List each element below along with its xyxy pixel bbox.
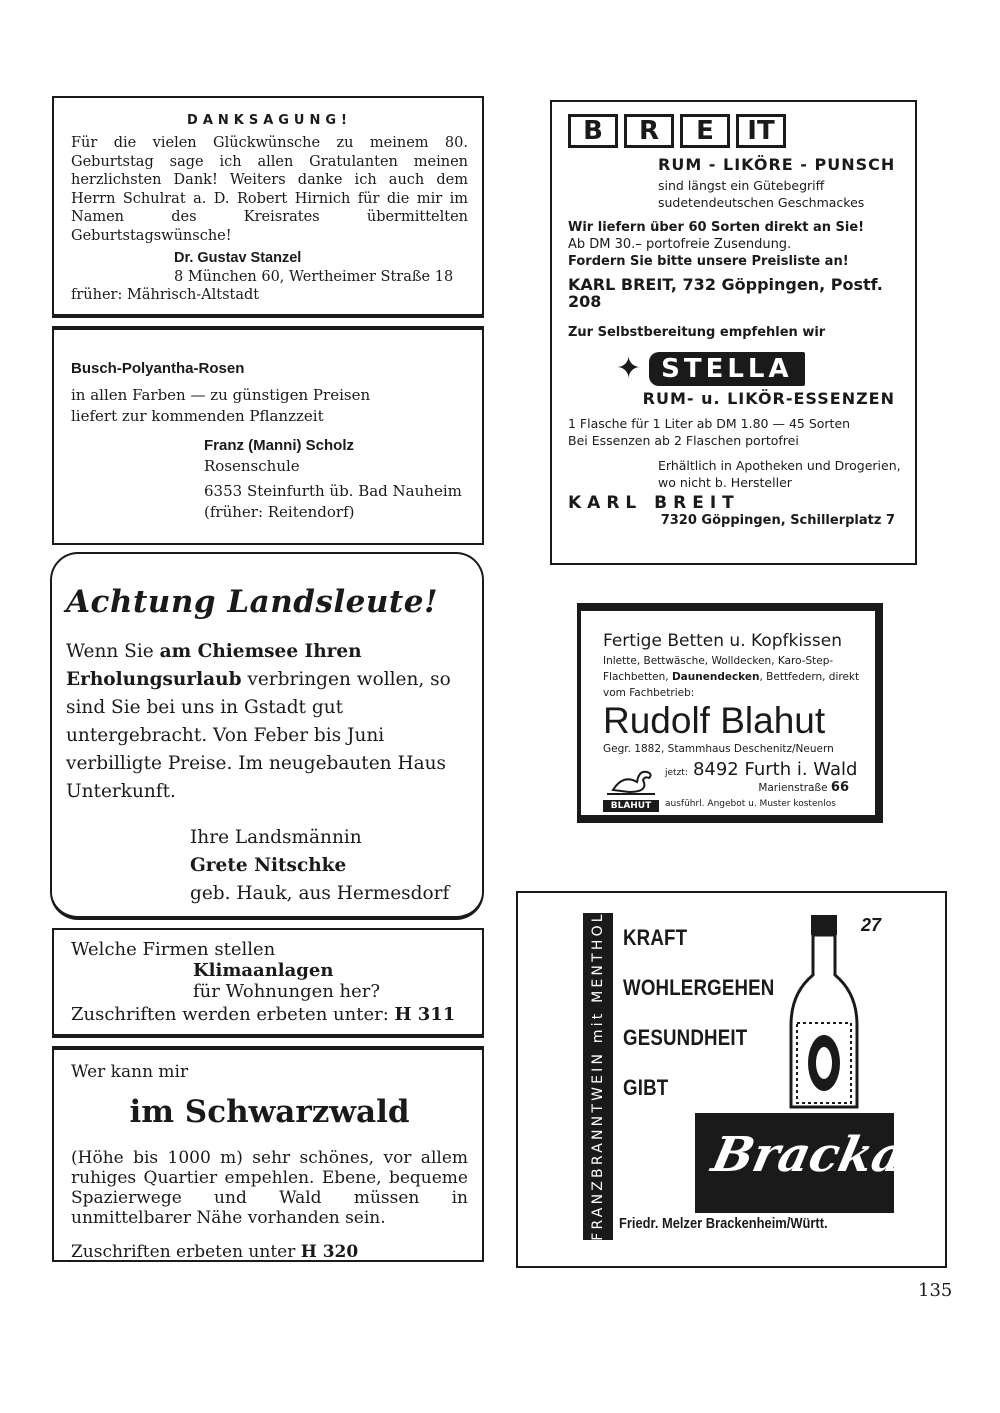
ad-signature-line: Ihre Landsmännin xyxy=(190,827,362,848)
ad-address: 6353 Steinfurth üb. Bad Nauheim xyxy=(204,482,462,500)
ad-availability: Erhältlich in Apotheken und Drogerien, wo nicht b. Hersteller xyxy=(658,458,901,490)
bottle-icon xyxy=(787,913,861,1111)
ad-heading: DANKSAGUNG! xyxy=(187,113,352,128)
stella-wordmark: STELLA xyxy=(649,352,804,386)
brand-logo: Brackal xyxy=(707,1127,928,1183)
blahut-logo-row xyxy=(603,759,865,812)
stella-logo xyxy=(616,351,901,386)
ad-street-no: 66 xyxy=(830,780,849,795)
ad-body-bold: am Chiemsee Ihren Erholungsurlaub xyxy=(66,641,362,690)
ad-recommend: Zur Selbstbereitung empfehlen wir xyxy=(568,325,826,340)
ad-heading: Klimaanlagen xyxy=(193,960,334,981)
logo-letter: IT xyxy=(736,114,786,148)
ad-line: Wer kann mir xyxy=(71,1062,189,1082)
breit-logo xyxy=(568,114,901,148)
ad-street: Marienstraße xyxy=(758,782,831,794)
ad-former: (früher: Reitendorf) xyxy=(204,503,355,521)
ad-sample: ausführl. Angebot u. Muster kostenlos xyxy=(665,799,836,809)
ad-code: H 320 xyxy=(300,1242,359,1262)
ad-heading: Busch-Polyantha-Rosen xyxy=(71,360,245,377)
ad-klimaanlagen xyxy=(52,928,484,1038)
ad-essences: RUM- u. LIKÖR-ESSENZEN xyxy=(642,389,895,408)
ad-word: GIBT xyxy=(623,1075,669,1100)
ad-offer: Fordern Sie bitte unsere Preisliste an! xyxy=(568,254,849,269)
ad-line-text: Zuschriften werden erbeten unter: xyxy=(71,1004,395,1025)
ad-breit xyxy=(550,100,917,565)
ad-price: Bei Essenzen ab 2 Flaschen portofrei xyxy=(568,433,799,448)
vertical-banner xyxy=(583,913,613,1240)
ad-founded: Gegr. 1882, Stammhaus Deschenitz/Neuern xyxy=(603,743,834,755)
swan-logo xyxy=(603,766,659,812)
ad-footer-text: Zuschriften erbeten unter xyxy=(71,1242,301,1262)
ad-signature-line: geb. Hauk, aus Hermesdorf xyxy=(190,883,450,904)
ad-achtung-landsleute xyxy=(50,552,484,920)
ad-footer xyxy=(71,1242,468,1262)
ad-street-line xyxy=(665,780,865,796)
ad-claim: sind längst ein Gütebegriff sudetendeutschen Geschmackes xyxy=(658,178,865,210)
ad-former: früher: Mährisch-Altstadt xyxy=(71,287,260,303)
ad-heading: Fertige Betten u. Kopfkissen xyxy=(603,631,843,651)
ad-address: 7320 Göppingen, Schillerplatz 7 xyxy=(660,513,895,528)
ad-body-pre: Wenn Sie xyxy=(66,641,160,662)
ad-schwarzwald xyxy=(52,1046,484,1262)
ad-signature-name: Grete Nitschke xyxy=(190,855,347,876)
ad-address: 8 München 60, Wertheimer Straße 18 xyxy=(174,268,454,285)
now-label: jetzt: xyxy=(665,768,688,778)
ad-line: liefert zur kommenden Pflanzzeit xyxy=(71,407,324,425)
ad-desc-post: , Bettfedern, direkt vom Fachbetrieb: xyxy=(603,671,860,699)
ad-desc-pre: Inlette, Bettwäsche, Wolldecken, Karo-Step-Flachbetten, xyxy=(603,655,834,683)
ad-line: in allen Farben — zu günstigen Preisen xyxy=(71,386,371,404)
ad-rosen xyxy=(52,326,484,545)
ad-blahut xyxy=(577,603,883,823)
ad-line: Welche Firmen stellen xyxy=(71,939,276,960)
ad-code: H 311 xyxy=(394,1004,456,1025)
ad-word: KRAFT xyxy=(623,925,688,950)
star-icon: ✦ xyxy=(616,351,642,386)
ad-footer: Friedr. Melzer Brackenheim/Württ. xyxy=(619,1215,828,1232)
ad-number: 27 xyxy=(861,915,882,935)
ad-offer: Ab DM 30.– portofreie Zusendung. xyxy=(568,237,792,252)
swan-icon xyxy=(605,766,657,796)
ad-name: Franz (Manni) Scholz xyxy=(204,437,354,454)
logo-text: BLAHUT xyxy=(603,800,659,812)
ad-company: KARL BREIT, 732 Göppingen, Postf. 208 xyxy=(568,275,883,311)
ad-description xyxy=(603,653,865,701)
ad-body: (Höhe bis 1000 m) sehr schönes, vor allem ruhiges Quartier empehlen. Ebene, bequeme Spazierwege und Wald müssen in unmittelbarer Nähe vorhanden sein. xyxy=(71,1148,468,1228)
ad-body xyxy=(66,638,468,806)
ad-word: WOHLERGEHEN xyxy=(623,975,775,1000)
brackal-panel xyxy=(583,911,928,1241)
ad-brackal xyxy=(516,891,947,1268)
ad-word: GESUNDHEIT xyxy=(623,1025,748,1050)
logo-letter: E xyxy=(680,114,730,148)
ad-offer: Wir liefern über 60 Sorten direkt an Sie! xyxy=(568,220,865,235)
ad-heading: RUM - LIKÖRE - PUNSCH xyxy=(658,155,896,174)
ad-body-post: verbringen wollen, so sind Sie bei uns in Gstadt gut untergebracht. Von Feber bis Juni verbilligte Preise. Im neugebauten Haus Unterkunft. xyxy=(66,669,451,802)
ad-city: 8492 Furth i. Wald xyxy=(692,759,858,780)
ad-city-line xyxy=(665,759,865,780)
page-number: 135 xyxy=(918,1280,953,1301)
ad-line xyxy=(71,1003,468,1026)
ad-heading: im Schwarzwald xyxy=(129,1094,410,1130)
logo-letter: R xyxy=(624,114,674,148)
brand-band xyxy=(695,1113,928,1213)
logo-letter: B xyxy=(568,114,618,148)
ad-desc-bold: Daunendecken xyxy=(671,671,760,683)
ad-name: Rudolf Blahut xyxy=(603,700,826,741)
ad-body: Für die vielen Glückwünsche zu meinem 80. Geburtstag sage ich allen Gratulanten meinen herzlichsten Dank! Weiters danke ich auch dem Herrn Schulrat a. D. Robert Hirnich für die mir im Namen des Kreisrates übermittelten Geburtstagswünsche! xyxy=(71,135,468,244)
ad-price: 1 Flasche für 1 Liter ab DM 1.80 — 45 Sorten xyxy=(568,416,851,431)
ad-business: Rosenschule xyxy=(204,457,300,475)
ad-heading: Achtung Landsleute! xyxy=(66,584,439,620)
vertical-text: FRANZBRANNTWEIN mit MENTHOL xyxy=(590,911,606,1241)
ad-company: KARL BREIT xyxy=(568,493,740,513)
ad-name: Dr. Gustav Stanzel xyxy=(174,250,302,266)
ad-danksagung xyxy=(52,96,484,318)
ad-line: für Wohnungen her? xyxy=(193,981,381,1002)
